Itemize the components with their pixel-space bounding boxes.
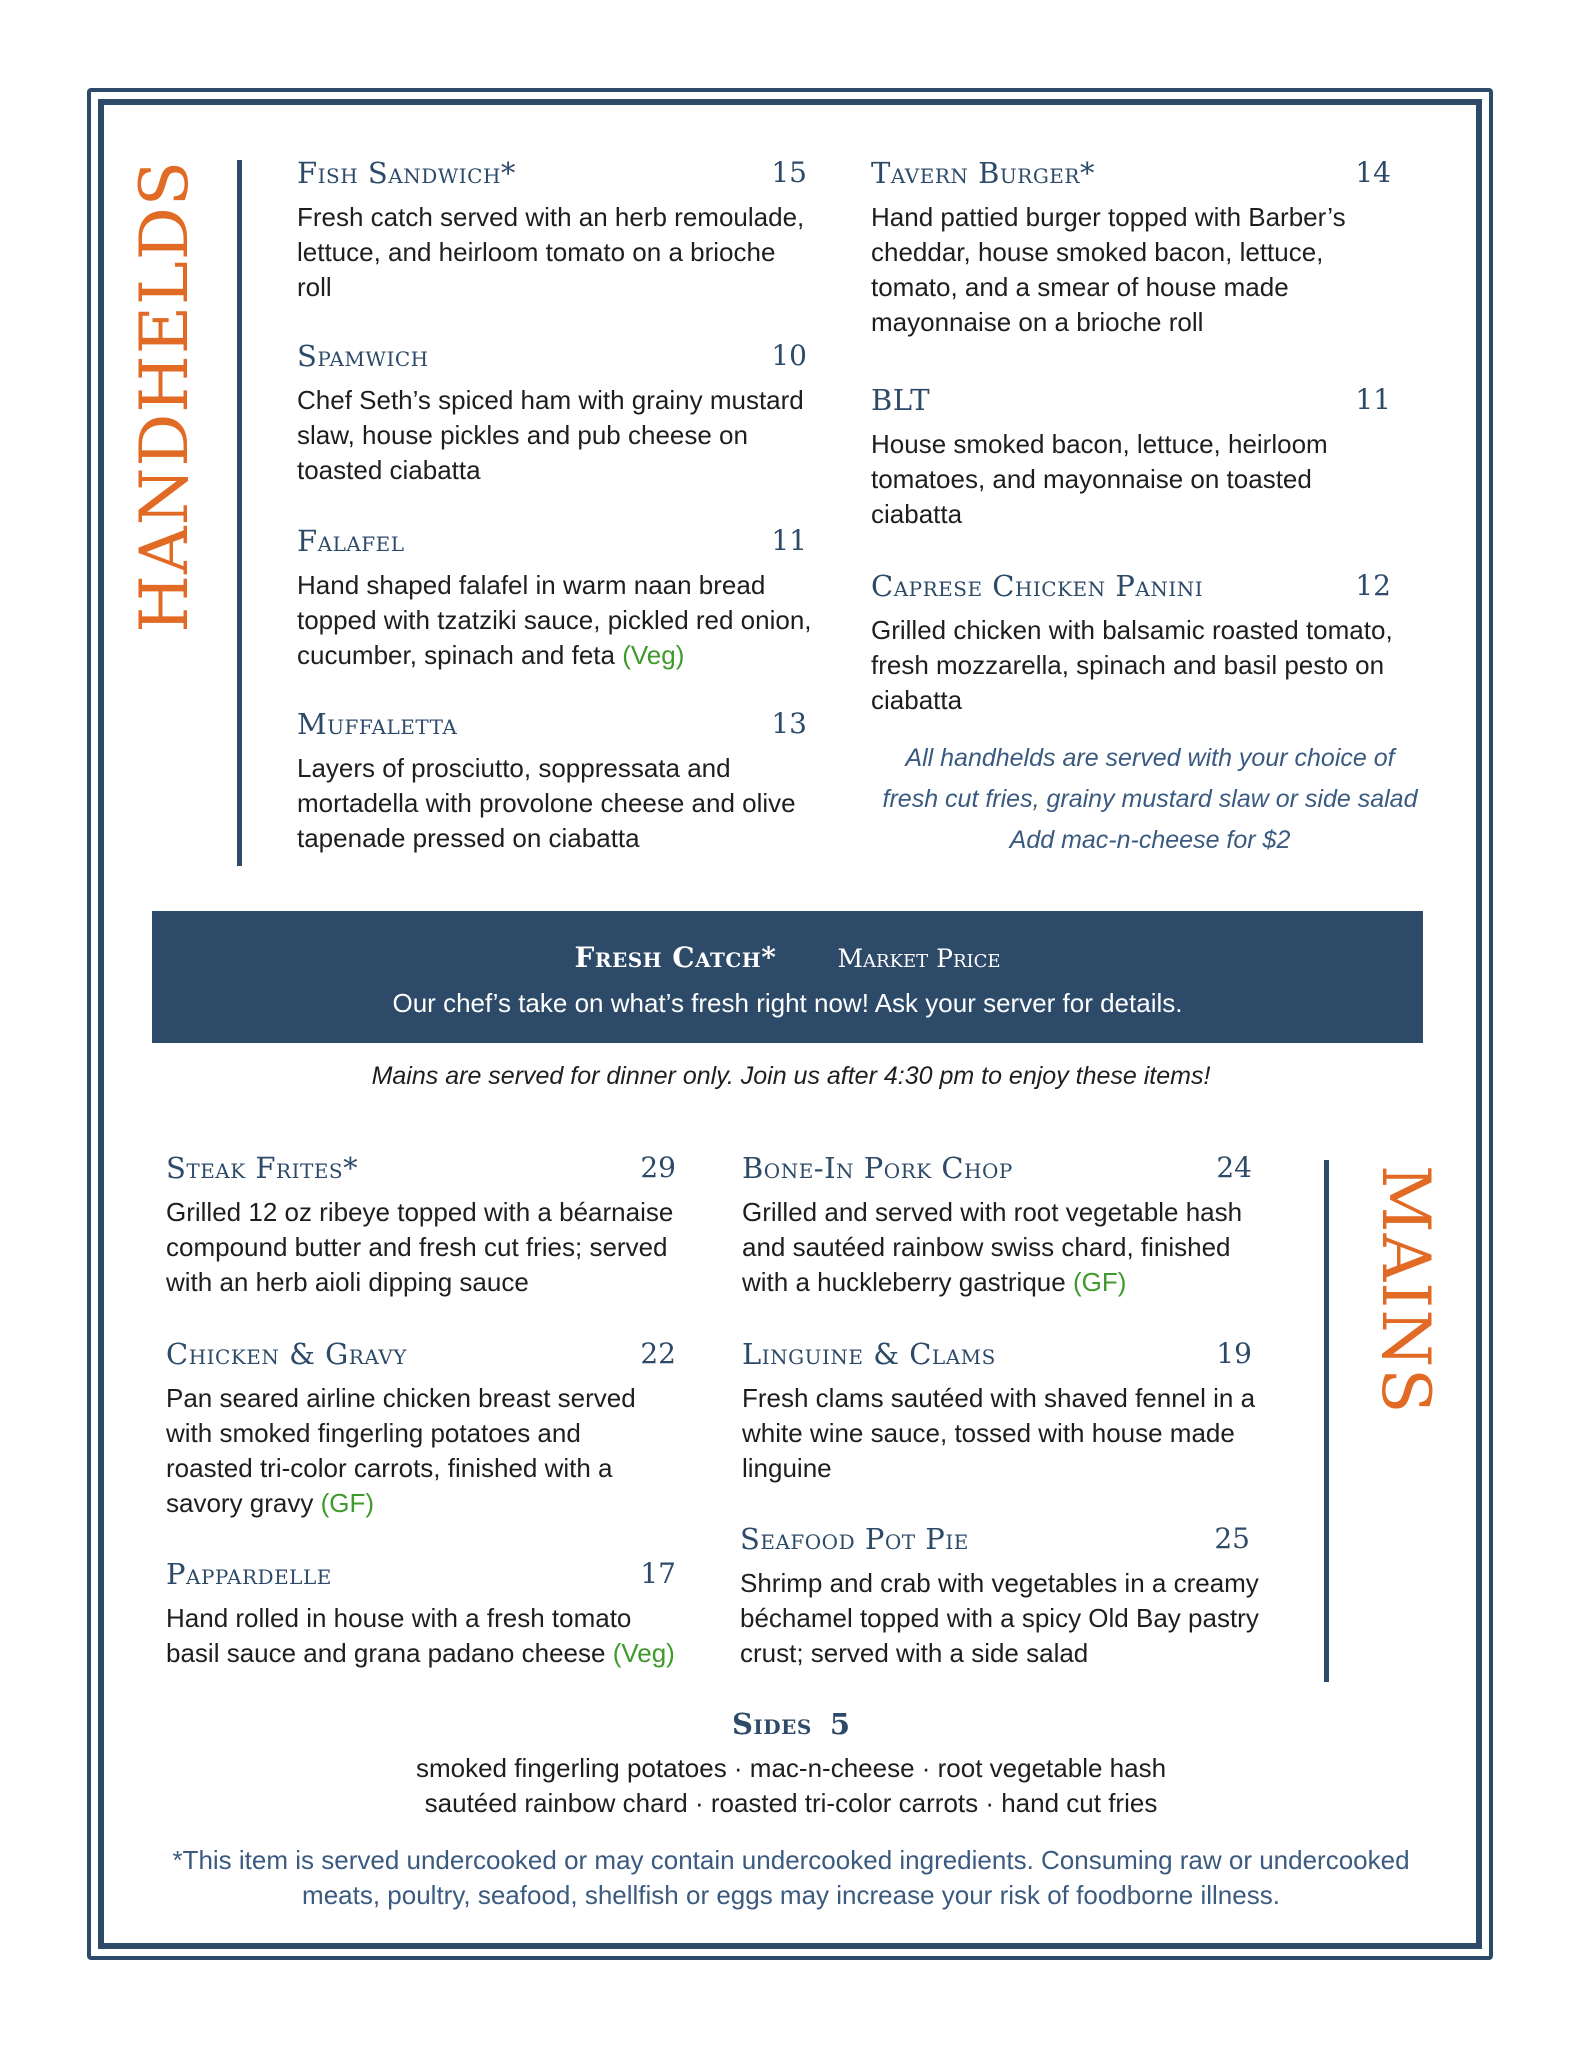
item-description: Grilled 12 oz ribeye topped with a béarnaise compound butter and fresh cut fries; served with an herb aioli dipping sauce bbox=[166, 1197, 674, 1297]
menu-item bbox=[742, 1337, 1272, 1486]
mains-section-title: MAINS bbox=[1367, 1165, 1444, 1415]
item-name: Linguine & Clams bbox=[742, 1337, 996, 1371]
fresh-catch-price: Market Price bbox=[837, 944, 1001, 973]
veg-tag: (Veg) bbox=[622, 640, 685, 670]
menu-item bbox=[166, 1337, 696, 1521]
item-description: Grilled chicken with balsamic roasted tomato, fresh mozzarella, spinach and basil pesto on ciabatta bbox=[871, 615, 1393, 715]
item-name: Caprese Chicken Panini bbox=[871, 569, 1204, 603]
menu-item bbox=[297, 339, 817, 488]
handhelds-note bbox=[860, 738, 1440, 861]
item-description: Grilled and served with root vegetable hash and sautéed rainbow swiss chard, finished with a huckleberry gastrique (GF) bbox=[742, 1197, 1243, 1297]
item-price: 11 bbox=[771, 524, 807, 557]
item-name: Spamwich bbox=[297, 339, 429, 373]
sides-title: Sides bbox=[731, 1707, 812, 1741]
item-name: Fish Sandwich* bbox=[297, 156, 516, 190]
item-name: BLT bbox=[871, 383, 931, 417]
mains-divider bbox=[1324, 1160, 1329, 1682]
veg-tag: (Veg) bbox=[612, 1638, 675, 1668]
menu-item bbox=[297, 707, 817, 856]
item-name: Pappardelle bbox=[166, 1557, 332, 1591]
menu-item bbox=[166, 1557, 696, 1671]
sides-list-line: smoked fingerling potatoes · mac-n-cheese · root vegetable hash bbox=[415, 1753, 1167, 1783]
item-price: 19 bbox=[1216, 1337, 1252, 1370]
menu-item bbox=[297, 524, 817, 673]
item-description: House smoked bacon, lettuce, heirloom tomatoes, and mayonnaise on toasted ciabatta bbox=[871, 429, 1328, 529]
fresh-catch-description: Our chef’s take on what’s fresh right now! Ask your server for details. bbox=[392, 988, 1183, 1018]
fresh-catch-banner bbox=[152, 911, 1423, 1043]
item-name: Seafood Pot Pie bbox=[740, 1522, 969, 1556]
item-price: 13 bbox=[771, 707, 807, 740]
menu-item bbox=[166, 1151, 696, 1300]
item-description: Fresh clams sautéed with shaved fennel in a white wine sauce, tossed with house made linguine bbox=[742, 1383, 1256, 1483]
note-line: fresh cut fries, grainy mustard slaw or side salad bbox=[882, 785, 1418, 813]
item-name: Muffaletta bbox=[297, 707, 458, 741]
menu-item bbox=[871, 569, 1401, 718]
menu-item bbox=[297, 156, 817, 305]
item-description: Shrimp and crab with vegetables in a creamy béchamel topped with a spicy Old Bay pastry crust; served with a side salad bbox=[740, 1568, 1259, 1668]
sides-price: 5 bbox=[829, 1707, 851, 1741]
item-price: 25 bbox=[1214, 1522, 1250, 1555]
fresh-catch-title: Fresh Catch* bbox=[574, 941, 777, 974]
sides-list-line: sautéed rainbow chard · roasted tri-color carrots · hand cut fries bbox=[424, 1788, 1158, 1818]
gf-tag: (GF) bbox=[320, 1488, 375, 1518]
item-description: Fresh catch served with an herb remoulade, lettuce, and heirloom tomato on a brioche roll bbox=[297, 202, 805, 302]
gf-tag: (GF) bbox=[1072, 1267, 1127, 1297]
item-name: Bone-In Pork Chop bbox=[742, 1151, 1013, 1185]
disclaimer: *This item is served undercooked or may contain undercooked ingredients. Consuming raw or undercooked meats, poultry, seafood, shellfish or eggs may increase your risk of foodborne illness. bbox=[172, 1845, 1410, 1910]
item-name: Tavern Burger* bbox=[871, 156, 1095, 190]
item-price: 22 bbox=[640, 1337, 676, 1370]
item-price: 10 bbox=[771, 339, 807, 372]
menu-item bbox=[742, 1151, 1272, 1300]
item-name: Falafel bbox=[297, 524, 405, 558]
item-description: Hand pattied burger topped with Barber’s cheddar, house smoked bacon, lettuce, tomato, and a smear of house made mayonnaise on a brioche roll bbox=[871, 202, 1346, 337]
handhelds-divider bbox=[237, 160, 242, 866]
menu-item bbox=[740, 1522, 1272, 1671]
item-description: Pan seared airline chicken breast served with smoked fingerling potatoes and roasted tri-color carrots, finished with a savory gravy (GF) bbox=[166, 1383, 636, 1518]
note-line: All handhelds are served with your choice of bbox=[905, 744, 1395, 772]
item-price: 24 bbox=[1216, 1151, 1252, 1184]
item-description: Hand shaped falafel in warm naan bread topped with tzatziki sauce, pickled red onion, cucumber, spinach and feta (Veg) bbox=[297, 570, 812, 670]
item-name: Steak Frites* bbox=[166, 1151, 359, 1185]
item-price: 15 bbox=[771, 156, 807, 189]
note-line: Add mac-n-cheese for $2 bbox=[1009, 826, 1291, 854]
menu-item bbox=[871, 156, 1401, 340]
item-description: Chef Seth’s spiced ham with grainy mustard slaw, house pickles and pub cheese on toasted ciabatta bbox=[297, 385, 804, 485]
item-price: 17 bbox=[640, 1557, 676, 1590]
item-description: Hand rolled in house with a fresh tomato basil sauce and grana padano cheese (Veg) bbox=[166, 1603, 675, 1668]
handhelds-section-title: HANDHELDS bbox=[126, 160, 203, 633]
item-price: 29 bbox=[640, 1151, 676, 1184]
mains-note: Mains are served for dinner only. Join us after 4:30 pm to enjoy these items! bbox=[371, 1062, 1211, 1090]
item-price: 12 bbox=[1355, 569, 1391, 602]
menu-item bbox=[871, 383, 1401, 532]
item-name: Chicken & Gravy bbox=[166, 1337, 407, 1371]
item-description: Layers of prosciutto, soppressata and mortadella with provolone cheese and olive tapenade pressed on ciabatta bbox=[297, 753, 796, 853]
sides-heading bbox=[0, 1707, 1582, 1741]
item-price: 11 bbox=[1355, 383, 1391, 416]
item-price: 14 bbox=[1355, 156, 1391, 189]
